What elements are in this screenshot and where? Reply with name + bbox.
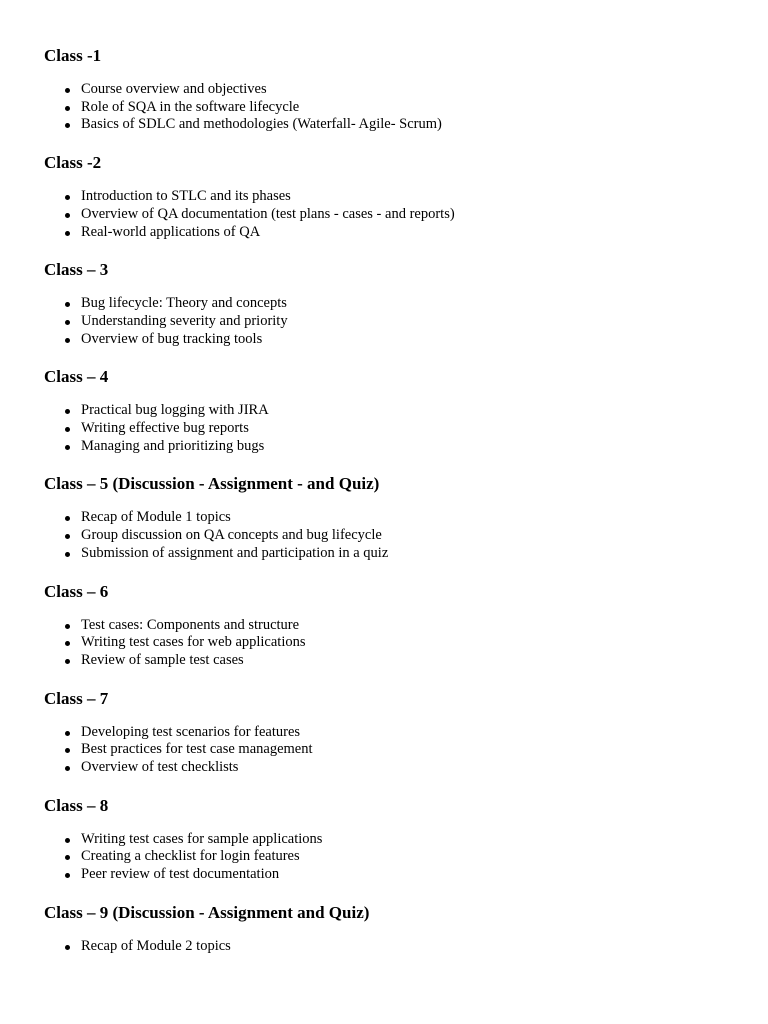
- bullet-icon: [65, 231, 70, 236]
- list-item-text: Course overview and objectives: [81, 81, 267, 97]
- class-section: [44, 134, 744, 241]
- bullet-icon: [65, 195, 70, 200]
- bullet-icon: [65, 855, 70, 860]
- bullet-icon: [65, 624, 70, 629]
- bullet-icon: [65, 213, 70, 218]
- bullet-icon: [65, 873, 70, 878]
- class-heading: Class -1: [44, 46, 102, 65]
- class-heading: Class – 3: [44, 260, 109, 280]
- class-heading: Class – 5 (Discussion - Assignment - and Quiz): [44, 474, 380, 494]
- topic-list: [44, 494, 744, 562]
- bullet-icon: [65, 123, 70, 128]
- class-section: [44, 777, 744, 884]
- list-item-text: Writing effective bug reports: [81, 420, 249, 437]
- list-item-text: Creating a checklist for login features: [81, 848, 300, 865]
- bullet-icon: [65, 302, 70, 307]
- topic-list: [44, 602, 744, 670]
- bullet-icon: [65, 945, 70, 950]
- list-item-text: Managing and prioritizing bugs: [81, 437, 265, 454]
- list-item: [44, 116, 744, 134]
- bullet-icon: [65, 659, 70, 664]
- bullet-icon: [65, 748, 70, 753]
- class-heading: Class -2: [44, 153, 102, 173]
- bullet-icon: [65, 427, 70, 432]
- list-item-text: Role of SQA in the software lifecycle: [81, 98, 300, 115]
- bullet-icon: [65, 338, 70, 343]
- class-section: [44, 563, 744, 670]
- list-item: [44, 313, 744, 331]
- list-item-text: Understanding severity and priority: [81, 312, 288, 329]
- bullet-icon: [65, 106, 70, 111]
- bullet-icon: [65, 409, 70, 414]
- list-item: [44, 831, 744, 849]
- topic-list: [44, 280, 744, 348]
- list-item-text: Introduction to STLC and its phases: [81, 188, 291, 205]
- list-item-text: Overview of bug tracking tools: [81, 330, 263, 347]
- list-item-text: Submission of assignment and participation in a quiz: [81, 544, 389, 561]
- list-item: [44, 527, 744, 545]
- list-item: [44, 99, 744, 117]
- list-item: [44, 652, 744, 670]
- list-item: [44, 509, 744, 527]
- list-item-text: Bug lifecycle: Theory and concepts: [81, 295, 287, 312]
- list-item: [44, 866, 744, 884]
- bullet-icon: [65, 838, 70, 843]
- list-item: [44, 617, 744, 635]
- bullet-icon: [65, 552, 70, 557]
- list-item-text: Group discussion on QA concepts and bug lifecycle: [81, 527, 382, 544]
- topic-list: [44, 709, 744, 777]
- list-item-text: Test cases: Components and structure: [81, 616, 300, 633]
- list-item: [44, 545, 744, 563]
- class-heading: Class – 4: [44, 367, 109, 387]
- topic-list: [44, 816, 744, 884]
- list-item: [44, 206, 744, 224]
- list-item-text: Writing test cases for sample applications: [81, 830, 323, 847]
- document-body: [44, 0, 744, 956]
- list-item: [44, 741, 744, 759]
- list-item: [44, 634, 744, 652]
- list-item: [44, 420, 744, 438]
- list-item: [44, 402, 744, 420]
- bullet-icon: [65, 88, 70, 93]
- list-item: [44, 81, 744, 99]
- list-item-text: Review of sample test cases: [81, 651, 244, 668]
- list-item-text: Practical bug logging with JIRA: [81, 402, 269, 419]
- bullet-icon: [65, 445, 70, 450]
- list-item-text: Writing test cases for web applications: [81, 634, 306, 651]
- list-item-text: Basics of SDLC and methodologies (Waterfall- Agile- Scrum): [81, 116, 442, 133]
- list-item-text: Developing test scenarios for features: [81, 723, 301, 740]
- class-heading: Class – 7: [44, 688, 109, 708]
- list-item: [44, 759, 744, 777]
- bullet-icon: [65, 766, 70, 771]
- class-section: [44, 348, 744, 455]
- class-section: [44, 241, 744, 348]
- bullet-icon: [65, 516, 70, 521]
- list-item-text: Real-world applications of QA: [81, 223, 261, 240]
- list-item-text: Overview of test checklists: [81, 759, 239, 776]
- list-item-text: Best practices for test case management: [81, 741, 313, 758]
- list-item-text: Recap of Module 2 topics: [81, 937, 231, 954]
- topic-list: [44, 387, 744, 455]
- list-item: [44, 938, 744, 956]
- list-item: [44, 224, 744, 242]
- topic-list: [44, 173, 744, 241]
- class-section: [44, 670, 744, 777]
- list-item: [44, 438, 744, 456]
- bullet-icon: [65, 534, 70, 539]
- bullet-icon: [65, 320, 70, 325]
- class-section: [44, 884, 744, 956]
- list-item: [44, 848, 744, 866]
- list-item: [44, 188, 744, 206]
- class-heading: Class – 9 (Discussion - Assignment and Quiz): [44, 902, 370, 922]
- bullet-icon: [65, 731, 70, 736]
- topic-list: [44, 66, 744, 134]
- list-item: [44, 331, 744, 349]
- list-item: [44, 724, 744, 742]
- class-heading: Class – 8: [44, 795, 109, 815]
- class-heading: Class – 6: [44, 581, 109, 601]
- list-item-text: Recap of Module 1 topics: [81, 509, 231, 526]
- class-section: [44, 0, 744, 134]
- topic-list: [44, 923, 744, 956]
- list-item-text: Peer review of test documentation: [81, 866, 280, 883]
- class-section: [44, 455, 744, 562]
- list-item-text: Overview of QA documentation (test plans - cases - and reports): [81, 205, 455, 222]
- bullet-icon: [65, 641, 70, 646]
- list-item: [44, 295, 744, 313]
